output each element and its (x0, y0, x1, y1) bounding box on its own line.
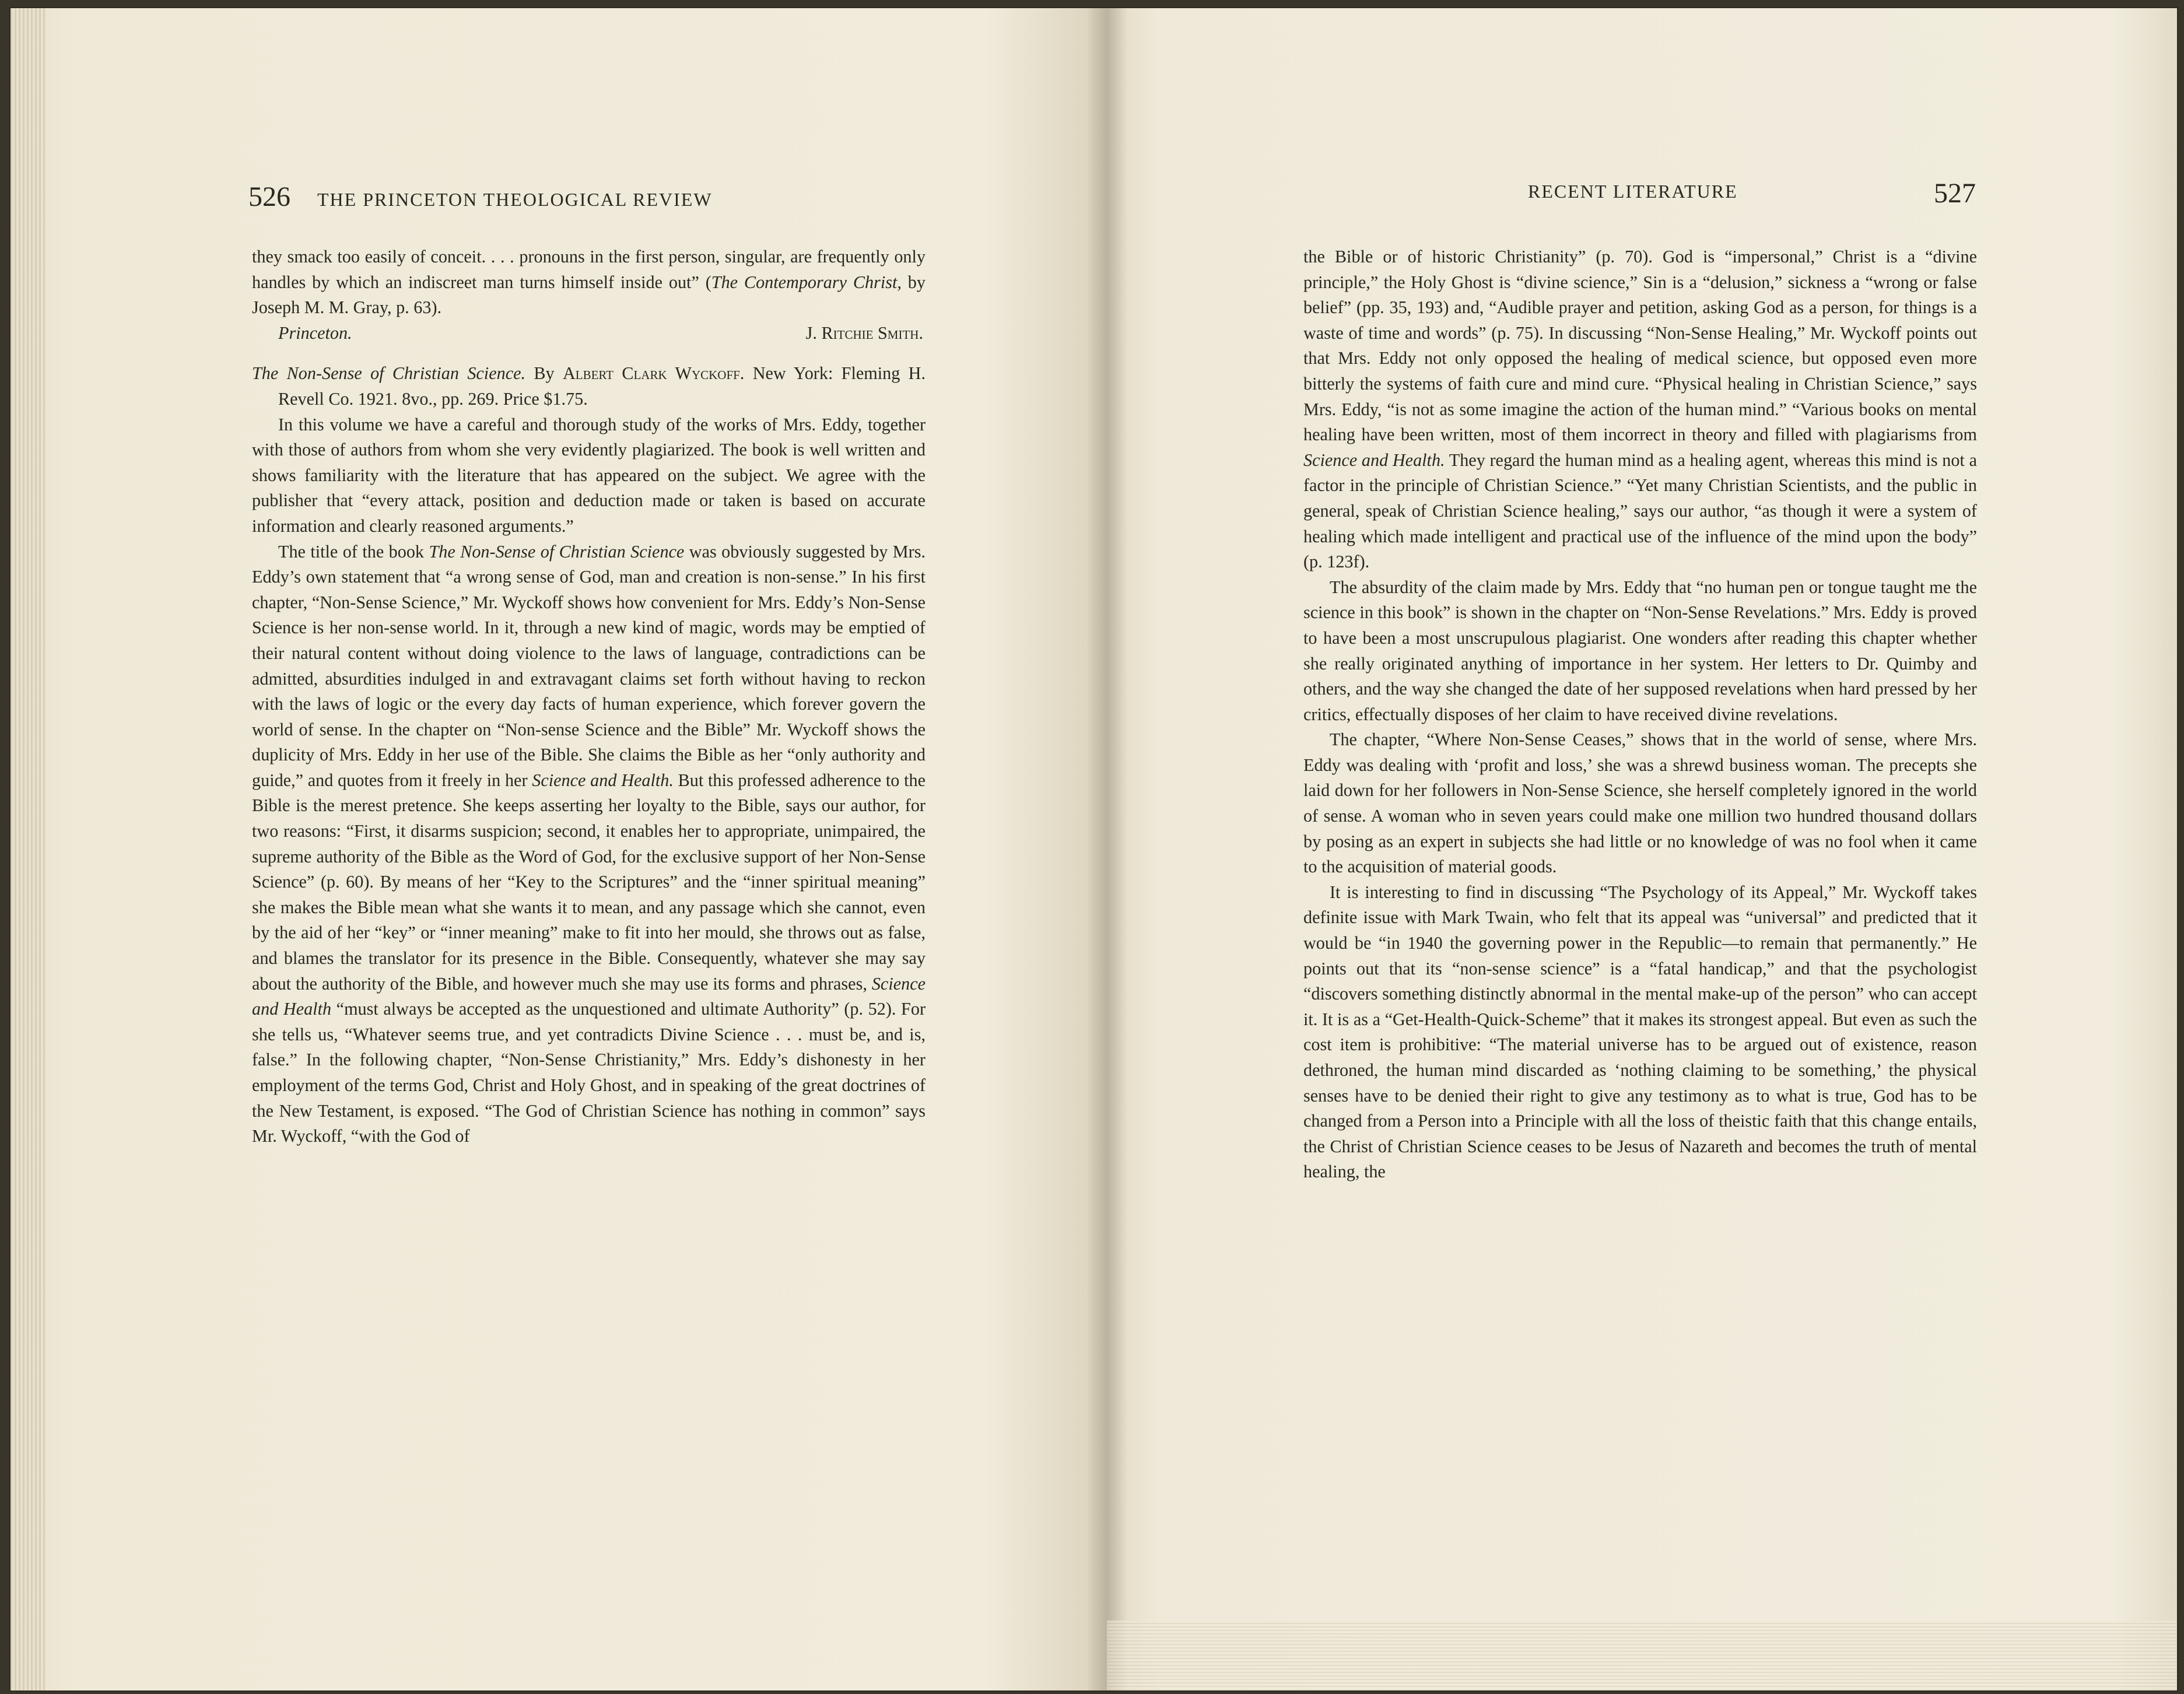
book-publication: New York: Fleming H. Revell Co. 1921. 8vo., pp. 269. Price $1.75. (278, 363, 926, 409)
left-page-number: 526 (248, 181, 290, 212)
book-heading: The Non-Sense of Christian Science. By Albert Clark Wyckoff. New York: Fleming H. Revell Co. 1921. 8vo., pp. 269. Price $1.75. (252, 363, 926, 409)
right-paragraph-3: The chapter, “Where Non-Sense Ceases,” shows that in the world of sense, where Mrs. Eddy was dealing with ‘profit and loss,’ she was a shrewd business woman. The precepts she laid down for her followers in Non-Sense Science, she herself completely ignored in the world of sense. A woman who in seven years could make one million two hundred thousand dollars by posing as an expert in subjects she had little or no knowledge of was no fool when it came to the acquisition of material goods. (1303, 729, 1977, 877)
right-paragraph-2: The absurdity of the claim made by Mrs. Eddy that “no human pen or tongue taught me the science in this book” is shown in the chapter on “Non-Sense Revelations.” Mrs. Eddy is proved to have been a most unscrupulous plagiarist. One wonders after reading this chapter whether she really originated anything of importance in her system. Her letters to Dr. Quimby and others, and the way she changed the date of her supposed revelations when hard pressed by her critics, effectually disposes of her claim to have received divine revelations. (1303, 577, 1977, 724)
left-paragraph-1: In this volume we have a careful and thorough study of the works of Mrs. Eddy, together with those of authors from whom she very evidently plagiarized. The book is well written and shows familiarity with the literature that has appeared on the subject. We agree with the publisher that “every attack, position and deduction made or taken is based on accurate information and clearly reasoned arguments.” (252, 414, 926, 536)
right-page (1107, 8, 2177, 1691)
left-page (10, 8, 1089, 1691)
left-paragraph-2: The title of the book The Non-Sense of Christian Science was obviously suggested by Mrs. Eddy’s own statement that “a wrong sense of God, man and creation is non-sense.” In his first chapter, “Non-Sense Science,” Mr. Wyckoff shows how convenient for Mrs. Eddy’s Non-Sense Science is her non-sense world. In it, through a new kind of magic, words may be emptied of their natural content without doing violence to the laws of language, contradictions can be admitted, absurdities indulged in and extravagant claims set forth without having to reckon with the laws of logic or the every day facts of human experience, which forever govern the world of sense. In the chapter on “Non-sense Science and the Bible” Mr. Wyckoff shows the duplicity of Mrs. Eddy in her use of the Bible. She claims the Bible as her “only authority and guide,” and quotes from it freely in her Science and Health. But this professed adherence to the Bible is the merest pretence. She keeps asserting her loyalty to the Bible, says our author, for two reasons: “First, it disarms suspicion; second, it enables her to appropriate, unimpaired, the supreme authority of the Bible as the Word of God, for the exclusive support of her Non-Sense Science” (p. 60). By means of her “Key to the Scriptures” and the “inner spiritual meaning” she makes the Bible mean what she wants it to mean, and any passage which she cannot, even by the aid of her “key” or “inner meaning” make to fit into her mould, she throws out as false, and blames the translator for its presence in the Bible. Consequently, whatever she may say about the authority of the Bible, and however much she may use its forms and phrases, Science and Health “must always be accepted as the unquestioned and ultimate Authority” (p. 52). For she tells us, “Whatever seems true, and yet contradicts Divine Science . . . must be, and is, false.” In the following chapter, “Non-Sense Christianity,” Mrs. Eddy’s dishonesty in her employment of the terms God, Christ and Holy Ghost, and in speaking of the great doctrines of the New Testament, is exposed. “The God of Christian Science has nothing in common” says Mr. Wyckoff, “with the God of (252, 541, 926, 1146)
left-running-head (248, 181, 713, 216)
left-text-column (252, 244, 926, 1149)
book-spread (10, 8, 2177, 1691)
book-title: The Non-Sense of Christian Science. (252, 363, 526, 384)
byline-place: Princeton. (278, 322, 352, 343)
byline-signature: J. Ritchie Smith. (805, 322, 923, 343)
review-byline (252, 321, 926, 346)
left-opening-paragraph: they smack too easily of conceit. . . . pronouns in the first person, singular, are frequently only handles by which an indiscreet man turns himself inside out” (The Contemporary Christ, by Joseph M. M. Gray, p. 63). (252, 247, 926, 318)
right-text-column (1303, 244, 1977, 1185)
right-paragraph-1: the Bible or of historic Christianity” (p. 70). God is “impersonal,” Christ is a “divine principle,” the Holy Ghost is “divine science,” Sin is a “delusion,” sickness a “wrong or false belief” (pp. 35, 193) and, “Audible prayer and petition, asking God as a person, for things is a waste of time and words” (p. 75). In discussing “Non-Sense Healing,” Mr. Wyckoff points out that Mrs. Eddy not only opposed the healing of medical science, but opposed even more bitterly the systems of faith cure and mind cure. “Physical healing in Christian Science,” says Mrs. Eddy, “is not as some imagine the action of the human mind.” “Various books on mental healing have been written, most of them incorrect in theory and filled with plagiarisms from Science and Health. They regard the human mind as a healing agent, whereas this mind is not a factor in the principle of Christian Science.” “Yet many Christian Scientists, and the public in general, speak of Christian Science healing,” says our author, “as though it were a system of healing which made intelligent and practical use of the influence of the mind upon the body” (p. 123f). (1303, 247, 1977, 572)
right-paragraph-4: It is interesting to find in discussing “The Psychology of its Appeal,” Mr. Wyckoff takes definite issue with Mark Twain, who felt that its appeal was “universal” and predicted that it would be “in 1940 the governing power in the Republic—to remain that permanently.” He points out that its “non-sense science” is a “fatal handicap,” and that the psychologist “discovers something distinctly abnormal in the mental make-up of the person” who can accept it. It is as a “Get-Health-Quick-Scheme” that it makes its strongest appeal. But even as such the cost item is prohibitive: “The material universe has to be argued out of existence, reason dethroned, the human mind discarded as ‘nothing claiming to be something,’ the physical senses have to be denied their right to give any testimony as to what is true, God has to be changed from a Person into a Principle with all the loss of theistic faith that this change entails, the Christ of Christian Science ceases to be Jesus of Nazareth and becomes the truth of mental healing, the (1303, 882, 1977, 1182)
right-running-title: RECENT LITERATURE (1528, 181, 1738, 202)
left-running-title: THE PRINCETON THEOLOGICAL REVIEW (317, 189, 713, 210)
book-author: Albert Clark Wyckoff. (562, 363, 745, 384)
right-page-number: 527 (1934, 178, 1976, 209)
